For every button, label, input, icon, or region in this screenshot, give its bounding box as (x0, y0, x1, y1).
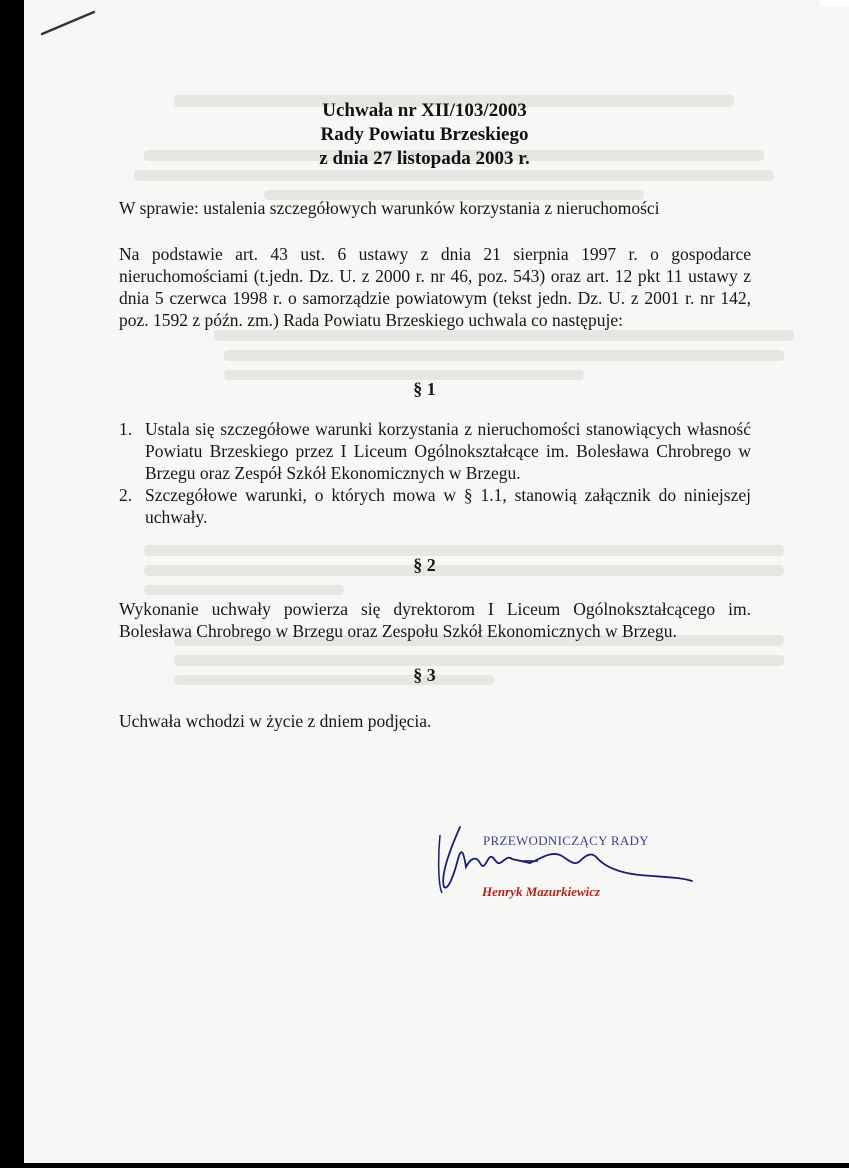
list-item-number: 1. (119, 419, 133, 439)
show-through-background (24, 0, 849, 1163)
council-name: Rady Powiatu Brzeskiego (320, 124, 529, 145)
list-item (119, 484, 751, 528)
section-mark-1: § 1 (413, 379, 436, 399)
list-item-number: 2. (119, 485, 133, 505)
signature-title: PRZEWODNICZĄCY RADY (483, 833, 649, 848)
section-1-list (119, 418, 751, 528)
scan-corner-mark (820, 0, 849, 6)
document-page (24, 0, 849, 1163)
legal-basis-paragraph: Na podstawie art. 43 ust. 6 ustawy z dnia 21 sierpnia 1997 r. o gospodarce nieruchomościami (t.jedn. Dz. U. z 2000 r. nr 46, poz. 543) oraz art. 12 pkt 11 ustawy z dnia 5 czerwca 1998 r. o samorządzie powiatowym (tekst jedn. Dz. U. z 2001 r. nr 142, poz. 1592 z późn. zm.) Rada Powiatu Brzeskiego uchwala co następuje: (119, 244, 751, 330)
list-item-text: Szczegółowe warunki, o których mowa w § 1.1, stanowią załącznik do niniejszej uchwały. (145, 485, 751, 527)
list-item-text: Ustala się szczegółowe warunki korzystania z nieruchomości stanowiących własność Powiatu Brzeskiego przez I Liceum Ogólnokształcące im. Bolesława Chrobrego w Brzegu oraz Zespół Szkół Ekonomicznych w Brzegu. (145, 419, 751, 483)
section-3-text: Uchwała wchodzi w życie z dniem podjęcia. (119, 711, 432, 731)
resolution-date: z dnia 27 listopada 2003 r. (319, 148, 530, 169)
list-item (119, 418, 751, 484)
section-2-text: Wykonanie uchwały powierza się dyrektorom I Liceum Ogólnokształcącego im. Bolesława Chrobrego w Brzegu oraz Zespołu Szkół Ekonomicznych w Brzegu. (119, 599, 751, 641)
subject-line: W sprawie: ustalenia szczegółowych warunków korzystania z nieruchomości (119, 198, 660, 218)
section-mark-3: § 3 (413, 665, 436, 685)
resolution-number: Uchwała nr XII/103/2003 (322, 100, 527, 121)
handwritten-signature (430, 815, 700, 895)
section-mark-2: § 2 (413, 555, 436, 575)
pen-stroke-mark (38, 6, 98, 42)
signature-name: Henryk Mazurkiewicz (482, 884, 601, 899)
